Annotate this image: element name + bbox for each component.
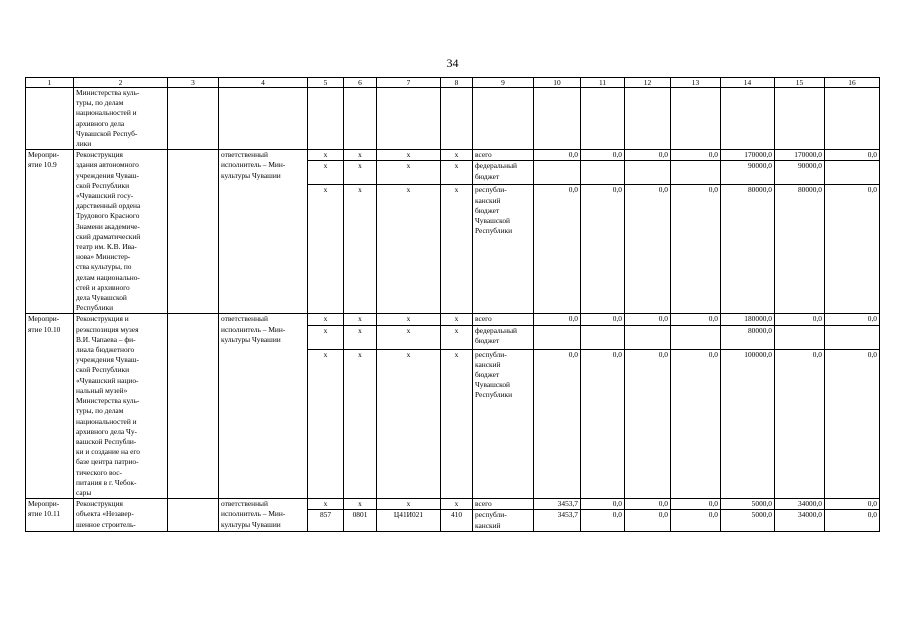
amount-13: 0,0 [671,510,721,531]
code-section: x [344,499,377,510]
code-grbs: x [308,349,344,498]
code-expense-type: x [441,349,473,498]
amount-11: 0,0 [581,349,625,498]
measure-code: Меропри- ятие 10.10 [26,314,74,499]
amount-16 [825,325,880,349]
amount-12: 0,0 [625,314,671,325]
code-target-article: x [377,185,441,314]
amount-12 [625,325,671,349]
amount-16 [825,161,880,185]
code-expense-type: x [441,499,473,510]
code-expense-type: 410 [441,510,473,531]
code-target-article: x [377,325,441,349]
amount-15: 34000,0 [775,499,825,510]
cell-empty [775,88,825,150]
amount-14: 180000,0 [721,314,775,325]
header-cell: 15 [775,78,825,88]
funding-source: республи- канский бюджет Чувашской Республики [473,185,534,314]
cell-empty [721,88,775,150]
amount-11: 0,0 [581,510,625,531]
amount-12: 0,0 [625,150,671,161]
code-grbs: x [308,499,344,510]
amount-14: 90000,0 [721,161,775,185]
amount-16: 0,0 [825,499,880,510]
amount-13: 0,0 [671,185,721,314]
cell-empty [168,150,219,314]
amount-11: 0,0 [581,150,625,161]
funding-source: республи- канский [473,510,534,531]
amount-16: 0,0 [825,185,880,314]
amount-12: 0,0 [625,349,671,498]
amount-15: 0,0 [775,314,825,325]
amount-15: 80000,0 [775,185,825,314]
code-grbs: x [308,185,344,314]
header-cell: 16 [825,78,880,88]
amount-10: 3453,7 [534,499,581,510]
amount-10: 3453,7 [534,510,581,531]
amount-11: 0,0 [581,499,625,510]
code-section: x [344,161,377,185]
measure-executor: ответственный исполнитель – Мин- культуры Чувашии [219,314,308,499]
cell-empty [219,88,308,150]
code-grbs: x [308,325,344,349]
code-expense-type: x [441,161,473,185]
cell-empty [26,88,74,150]
amount-15 [775,325,825,349]
amount-12 [625,161,671,185]
header-cell: 11 [581,78,625,88]
code-target-article: x [377,349,441,498]
header-row [26,78,880,88]
code-section: 0801 [344,510,377,531]
amount-13 [671,161,721,185]
measure-code: Меропри- ятие 10.9 [26,150,74,314]
code-section: x [344,150,377,161]
cell-empty [168,314,219,499]
code-target-article: Ц41И021 [377,510,441,531]
code-section: x [344,185,377,314]
code-grbs: x [308,161,344,185]
amount-16: 0,0 [825,150,880,161]
continuation-row [26,88,880,150]
code-grbs: x [308,314,344,325]
measure-executor: ответственный исполнитель – Мин- культуры Чувашии [219,150,308,314]
code-grbs: 857 [308,510,344,531]
header-cell: 1 [26,78,74,88]
amount-11 [581,161,625,185]
funding-source: федеральный бюджет [473,325,534,349]
amount-12: 0,0 [625,499,671,510]
amount-10 [534,325,581,349]
amount-14: 80000,0 [721,185,775,314]
header-cell: 2 [74,78,168,88]
amount-13 [671,325,721,349]
cell-empty [581,88,625,150]
amount-15: 90000,0 [775,161,825,185]
cell-empty [825,88,880,150]
measure-name-continued: Министерства куль- туры, по делам национальностей и архивного дела Чувашской Респуб- лики [74,88,168,150]
amount-14: 170000,0 [721,150,775,161]
funding-source: всего [473,499,534,510]
amount-14: 5000,0 [721,510,775,531]
table-row [26,150,880,161]
measure-name: Реконструкция и реэкспозиция музея В.И. Чапаева – фи- лиала бюджетного учреждения Чуваш- ской Республики «Чувашский нацио- нальный музей» Министерства куль- туры, по делам национальностей и архивного дела Чу- вашской Республи- ки и создание на его базе центра патрио- тического вос- питания в г. Чебок- сары [74,314,168,499]
cell-empty [377,88,441,150]
cell-empty [168,88,219,150]
amount-10: 0,0 [534,349,581,498]
header-cell: 6 [344,78,377,88]
budget-table [25,77,880,532]
cell-empty [344,88,377,150]
amount-10: 0,0 [534,150,581,161]
code-target-article: x [377,499,441,510]
code-expense-type: x [441,314,473,325]
cell-empty [308,88,344,150]
code-expense-type: x [441,325,473,349]
amount-13: 0,0 [671,314,721,325]
amount-15: 34000,0 [775,510,825,531]
amount-13: 0,0 [671,499,721,510]
header-cell: 9 [473,78,534,88]
code-target-article: x [377,161,441,185]
code-section: x [344,349,377,498]
amount-13: 0,0 [671,150,721,161]
amount-14: 80000,0 [721,325,775,349]
funding-source: всего [473,150,534,161]
header-cell: 4 [219,78,308,88]
amount-16: 0,0 [825,349,880,498]
cell-empty [441,88,473,150]
table-row [26,499,880,510]
amount-11 [581,325,625,349]
amount-12: 0,0 [625,185,671,314]
header-cell: 10 [534,78,581,88]
header-cell: 13 [671,78,721,88]
cell-empty [534,88,581,150]
amount-16: 0,0 [825,314,880,325]
measure-name: Реконструкция объекта «Незавер- шенное строитель- [74,499,168,532]
code-section: x [344,325,377,349]
amount-11: 0,0 [581,185,625,314]
amount-10: 0,0 [534,185,581,314]
funding-source: республи- канский бюджет Чувашской Республики [473,349,534,498]
amount-12: 0,0 [625,510,671,531]
amount-14: 100000,0 [721,349,775,498]
amount-15: 0,0 [775,349,825,498]
funding-source: федеральный бюджет [473,161,534,185]
amount-10: 0,0 [534,314,581,325]
code-section: x [344,314,377,325]
amount-10 [534,161,581,185]
cell-empty [671,88,721,150]
amount-16: 0,0 [825,510,880,531]
cell-empty [625,88,671,150]
code-expense-type: x [441,185,473,314]
code-target-article: x [377,314,441,325]
code-target-article: x [377,150,441,161]
header-cell: 8 [441,78,473,88]
code-grbs: x [308,150,344,161]
cell-empty [473,88,534,150]
header-cell: 12 [625,78,671,88]
cell-empty [168,499,219,532]
amount-15: 170000,0 [775,150,825,161]
page-number: 34 [446,56,459,70]
measure-name: Реконструкция здания автономного учреждения Чуваш- ской Республики «Чувашский госу- дарственный ордена Трудового Красного Знамени академиче- ский драматический театр им. К.В. Ива- нова» Министер- ства культуры, по делам национально- стей и архивного дела Чувашской Республики [74,150,168,314]
amount-14: 5000,0 [721,499,775,510]
funding-source: всего [473,314,534,325]
header-cell: 7 [377,78,441,88]
measure-code: Меропри- ятие 10.11 [26,499,74,532]
measure-executor: ответственный исполнитель – Мин- культуры Чувашии [219,499,308,532]
table-row [26,314,880,325]
amount-11: 0,0 [581,314,625,325]
code-expense-type: x [441,150,473,161]
table-body [26,78,880,532]
amount-13: 0,0 [671,349,721,498]
header-cell: 5 [308,78,344,88]
header-cell: 3 [168,78,219,88]
header-cell: 14 [721,78,775,88]
